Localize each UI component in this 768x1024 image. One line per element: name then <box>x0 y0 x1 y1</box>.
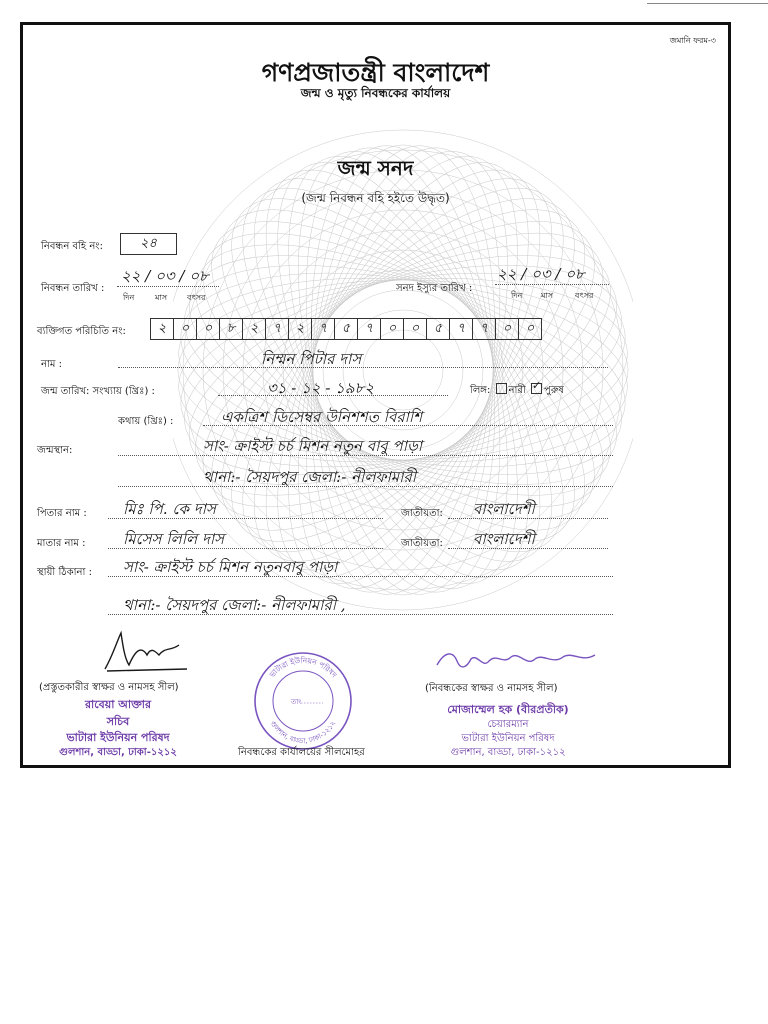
pid-digit: ০ <box>197 319 220 339</box>
female-label: নারী <box>508 385 526 396</box>
office-title: জন্ম ও মৃত্যু নিবন্ধকের কার্যালয় <box>300 86 451 100</box>
father-label: পিতার নাম : <box>37 508 87 519</box>
pid-digit: ০ <box>174 319 197 339</box>
name-label: নাম : <box>41 359 62 370</box>
form-number: জমানি ফরম-৩ <box>669 36 716 45</box>
dob-words-line <box>203 425 613 426</box>
reg-date-month: মাস <box>155 293 168 302</box>
issue-date-value: ২২ / ০৩ / ০৮ <box>497 265 585 283</box>
preparer-name: রাবেয়া আক্তার <box>84 698 152 711</box>
gender-label: লিঙ্গ: <box>470 385 491 396</box>
pid-digit: ০ <box>381 319 404 339</box>
father-nationality-line <box>448 518 608 519</box>
dob-words-value: একত্রিশ ডিসেম্বর উনিশশত বিরাশি <box>221 408 423 426</box>
register-book-value: ২৪ <box>120 233 177 255</box>
registrar-caption: (নিবন্ধকের স্বাক্ষর ও নামসহ সীল) <box>425 683 558 694</box>
mother-nationality-label: জাতীয়তা: <box>401 538 443 549</box>
seal-ring-text-2: গুলশান, বাড্ডা, ঢাকা-১২১২ <box>268 719 338 746</box>
male-checkbox <box>531 379 542 394</box>
dob-label: জন্ম তারিখ: সংখ্যায় (খ্রিঃ) : <box>41 386 155 397</box>
svg-text:ভাটারা ইউনিয়ন পরিষদ <box>267 655 340 680</box>
pid-digit: ০ <box>404 319 427 339</box>
registrar-org: ভাটারা ইউনিয়ন পরিষদ <box>461 733 555 744</box>
address-line1-dots <box>108 576 613 577</box>
preparer-title: সচিব <box>106 715 130 728</box>
pid-digit: ০ <box>496 319 519 339</box>
name-value: নিম্মন পিটার দাস <box>261 350 362 368</box>
mother-nationality-line <box>448 548 608 549</box>
pid-digit: ৭ <box>473 319 496 339</box>
pid-digit: ৭ <box>312 319 335 339</box>
gender-field <box>470 379 564 400</box>
pid-digit: ৮ <box>220 319 243 339</box>
seal-caption: নিবন্ধকের কার্যালয়ের সীলমোহর <box>238 747 365 758</box>
registrar-signature <box>431 643 601 683</box>
mother-label: মাতার নাম : <box>37 538 86 549</box>
father-nationality-label: জাতীয়তা: <box>401 508 443 519</box>
pid-digit: ২ <box>243 319 266 339</box>
birthplace-label: জন্মস্থান: <box>37 445 73 456</box>
register-book-label: নিবন্ধন বহি নং: <box>41 241 103 252</box>
registrar-address: গুলশান, বাড্ডা, ঢাকা-১২১২ <box>450 747 566 758</box>
country-title: গণপ্রজাতন্ত্রী বাংলাদেশ <box>261 58 490 87</box>
pid-digit: ৫ <box>427 319 450 339</box>
birthplace-line1-dots <box>118 455 613 456</box>
address-line2: থানা:- সৈয়দপুর জেলা:- নীলফামারী , <box>123 596 346 614</box>
father-line <box>108 518 383 519</box>
pid-digit: ৭ <box>266 319 289 339</box>
preparer-signature <box>95 625 195 677</box>
reg-date-value: ২২ / ০৩ / ০৮ <box>121 267 209 285</box>
issue-date-day: দিন <box>511 291 523 300</box>
birthplace-line2: থানা:- সৈয়দপুর জেলা:- নীলফামারী <box>203 468 417 486</box>
seal-ring-text: ভাটারা ইউনিয়ন পরিষদ <box>267 655 339 680</box>
name-line <box>118 367 608 368</box>
pid-digit: ৭ <box>358 319 381 339</box>
address-line2-dots <box>108 614 613 615</box>
document-title: জন্ম সনদ <box>337 156 414 180</box>
registrar-name: মোজাম্মেল হক (বীরপ্রতীক) <box>447 703 569 716</box>
preparer-org: ভাটারা ইউনিয়ন পরিষদ <box>66 731 170 744</box>
father-nationality: বাংলাদেশী <box>473 500 535 518</box>
birthplace-line2-dots <box>118 486 613 487</box>
reg-date-day: দিন <box>123 293 135 302</box>
father-value: মিঃ পি. কে দাস <box>123 500 216 518</box>
mother-nationality: বাংলাদেশী <box>473 530 535 548</box>
issue-date-month: মাস <box>541 291 554 300</box>
reg-date-year: বৎসর <box>187 293 206 302</box>
female-checkbox <box>496 383 507 394</box>
pid-digit: ৭ <box>450 319 473 339</box>
birthplace-line1: সাং- ক্রাইস্ট চর্চ মিশন নতুন বাবু পাড়া <box>203 437 423 455</box>
birth-certificate <box>20 22 731 768</box>
issue-date-label: সনদ ইস্যুর তারিখ : <box>396 283 473 294</box>
male-label: পুরুষ <box>543 385 564 396</box>
check-icon: ✓ <box>531 379 542 392</box>
dob-line <box>218 395 448 396</box>
issue-date-line <box>495 284 609 285</box>
seal-center-text: তাং <box>291 698 302 706</box>
address-label: স্থায়ী ঠিকানা : <box>37 567 92 578</box>
pid-digit-boxes <box>150 318 542 340</box>
pid-digit: ২ <box>151 319 174 339</box>
mother-value: মিসেস লিলি দাস <box>123 530 225 548</box>
svg-text:গুলশান, বাড্ডা, ঢাকা-১২১২ <box>269 720 338 746</box>
preparer-address: গুলশান, বাড্ডা, ঢাকা-১২১২ <box>59 747 177 758</box>
office-seal <box>253 651 353 751</box>
pid-label: ব্যক্তিগত পরিচিতি নং: <box>37 326 126 337</box>
document-subtitle: (জন্ম নিবন্ধন বহি হইতে উদ্ধৃত) <box>301 191 450 205</box>
pid-digit: ৫ <box>335 319 358 339</box>
reg-date-line <box>117 286 219 287</box>
pid-digit: ০ <box>525 321 535 336</box>
registrar-title: চেয়ারম্যান <box>487 719 529 730</box>
issue-date-year: বৎসর <box>575 291 594 300</box>
reg-date-label: নিবন্ধন তারিখ : <box>41 283 105 294</box>
top-divider <box>647 3 768 4</box>
dob-words-label: কথায় (খ্রিঃ) : <box>118 416 174 427</box>
preparer-caption: (প্রস্তুতকারীর স্বাক্ষর ও নামসহ সীল) <box>39 682 179 693</box>
address-line1: সাং- ক্রাইস্ট চর্চ মিশন নতুনবাবু পাড়া <box>123 558 338 576</box>
dob-value: ৩১ - ১২ - ১৯৮২ <box>267 379 375 397</box>
mother-line <box>108 548 383 549</box>
pid-digit: ২ <box>289 319 312 339</box>
